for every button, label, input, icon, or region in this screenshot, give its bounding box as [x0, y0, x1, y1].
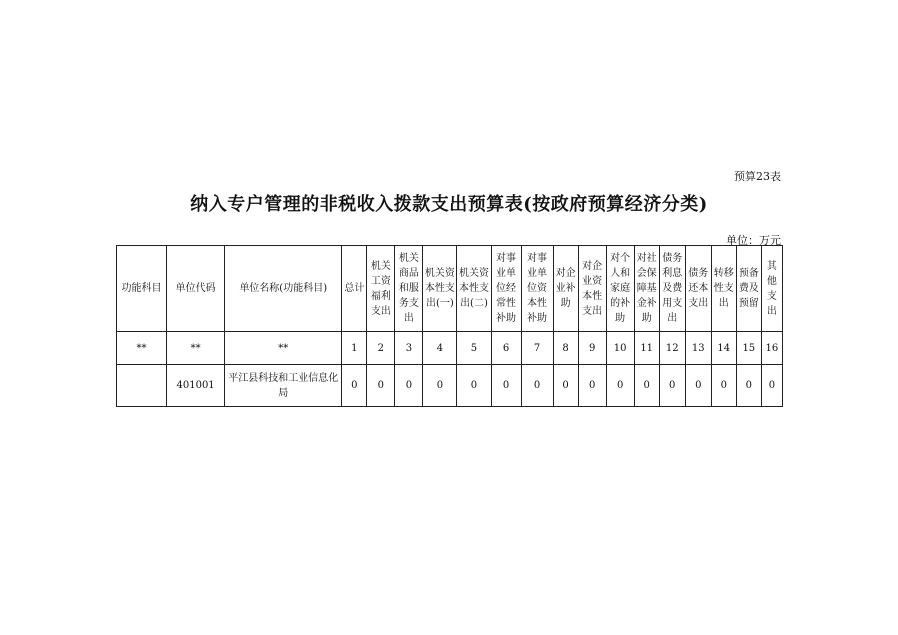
- index-cell: 2: [367, 332, 395, 365]
- header-col-15: 预备费及预留: [736, 246, 761, 332]
- index-cell: 6: [491, 332, 521, 365]
- index-cell: 4: [423, 332, 457, 365]
- unit-code-cell: 401001: [167, 365, 225, 407]
- header-col-12: 债务利息及费用支出: [659, 246, 685, 332]
- value-cell: 0: [521, 365, 553, 407]
- value-cell: 0: [634, 365, 659, 407]
- header-col-13: 债务还本支出: [685, 246, 711, 332]
- header-unit-name: 单位名称(功能科目): [225, 246, 342, 332]
- table-row: [117, 365, 783, 407]
- header-col-9: 对企业资本性支出: [578, 246, 606, 332]
- budget-table: [116, 245, 783, 407]
- index-cell: **: [167, 332, 225, 365]
- index-cell: 16: [761, 332, 782, 365]
- index-cell: 1: [342, 332, 367, 365]
- value-cell: 0: [395, 365, 423, 407]
- index-cell: 14: [711, 332, 736, 365]
- page-title: 纳入专户管理的非税收入拨款支出预算表(按政府预算经济分类): [190, 194, 708, 215]
- header-col-16: 其他支出: [761, 246, 782, 332]
- header-unit-code: 单位代码: [167, 246, 225, 332]
- value-cell: 0: [711, 365, 736, 407]
- index-cell: 5: [457, 332, 491, 365]
- header-col-2: 机关工资福利支出: [367, 246, 395, 332]
- value-cell: 0: [606, 365, 634, 407]
- value-cell: 0: [457, 365, 491, 407]
- header-row: [117, 246, 783, 332]
- func-subject-cell: [117, 365, 167, 407]
- value-cell: 0: [736, 365, 761, 407]
- index-row: [117, 332, 783, 365]
- value-cell: 0: [685, 365, 711, 407]
- value-cell: 0: [342, 365, 367, 407]
- header-col-10: 对个人和家庭的补助: [606, 246, 634, 332]
- header-col-11: 对社会保障基金补助: [634, 246, 659, 332]
- index-cell: 12: [659, 332, 685, 365]
- value-cell: 0: [659, 365, 685, 407]
- header-func-subject: 功能科目: [117, 246, 167, 332]
- index-cell: 3: [395, 332, 423, 365]
- unit-name-cell: 平江县科技和工业信息化局: [225, 365, 342, 407]
- index-cell: 13: [685, 332, 711, 365]
- header-col-14: 转移性支出: [711, 246, 736, 332]
- header-col-5: 机关资本性支出(二): [457, 246, 491, 332]
- form-code: 预算23表: [734, 170, 781, 183]
- value-cell: 0: [423, 365, 457, 407]
- index-cell: **: [117, 332, 167, 365]
- header-col-7: 对事业单位资本性补助: [521, 246, 553, 332]
- value-cell: 0: [553, 365, 578, 407]
- header-col-6: 对事业单位经常性补助: [491, 246, 521, 332]
- value-cell: 0: [491, 365, 521, 407]
- index-cell: 7: [521, 332, 553, 365]
- unit-label: 单位：万元: [726, 234, 781, 247]
- header-col-3: 机关商品和服务支出: [395, 246, 423, 332]
- index-cell: 15: [736, 332, 761, 365]
- index-cell: **: [225, 332, 342, 365]
- header-col-8: 对企业补助: [553, 246, 578, 332]
- header-col-4: 机关资本性支出(一): [423, 246, 457, 332]
- index-cell: 10: [606, 332, 634, 365]
- header-total: 总计: [342, 246, 367, 332]
- value-cell: 0: [367, 365, 395, 407]
- index-cell: 11: [634, 332, 659, 365]
- index-cell: 8: [553, 332, 578, 365]
- value-cell: 0: [578, 365, 606, 407]
- value-cell: 0: [761, 365, 782, 407]
- index-cell: 9: [578, 332, 606, 365]
